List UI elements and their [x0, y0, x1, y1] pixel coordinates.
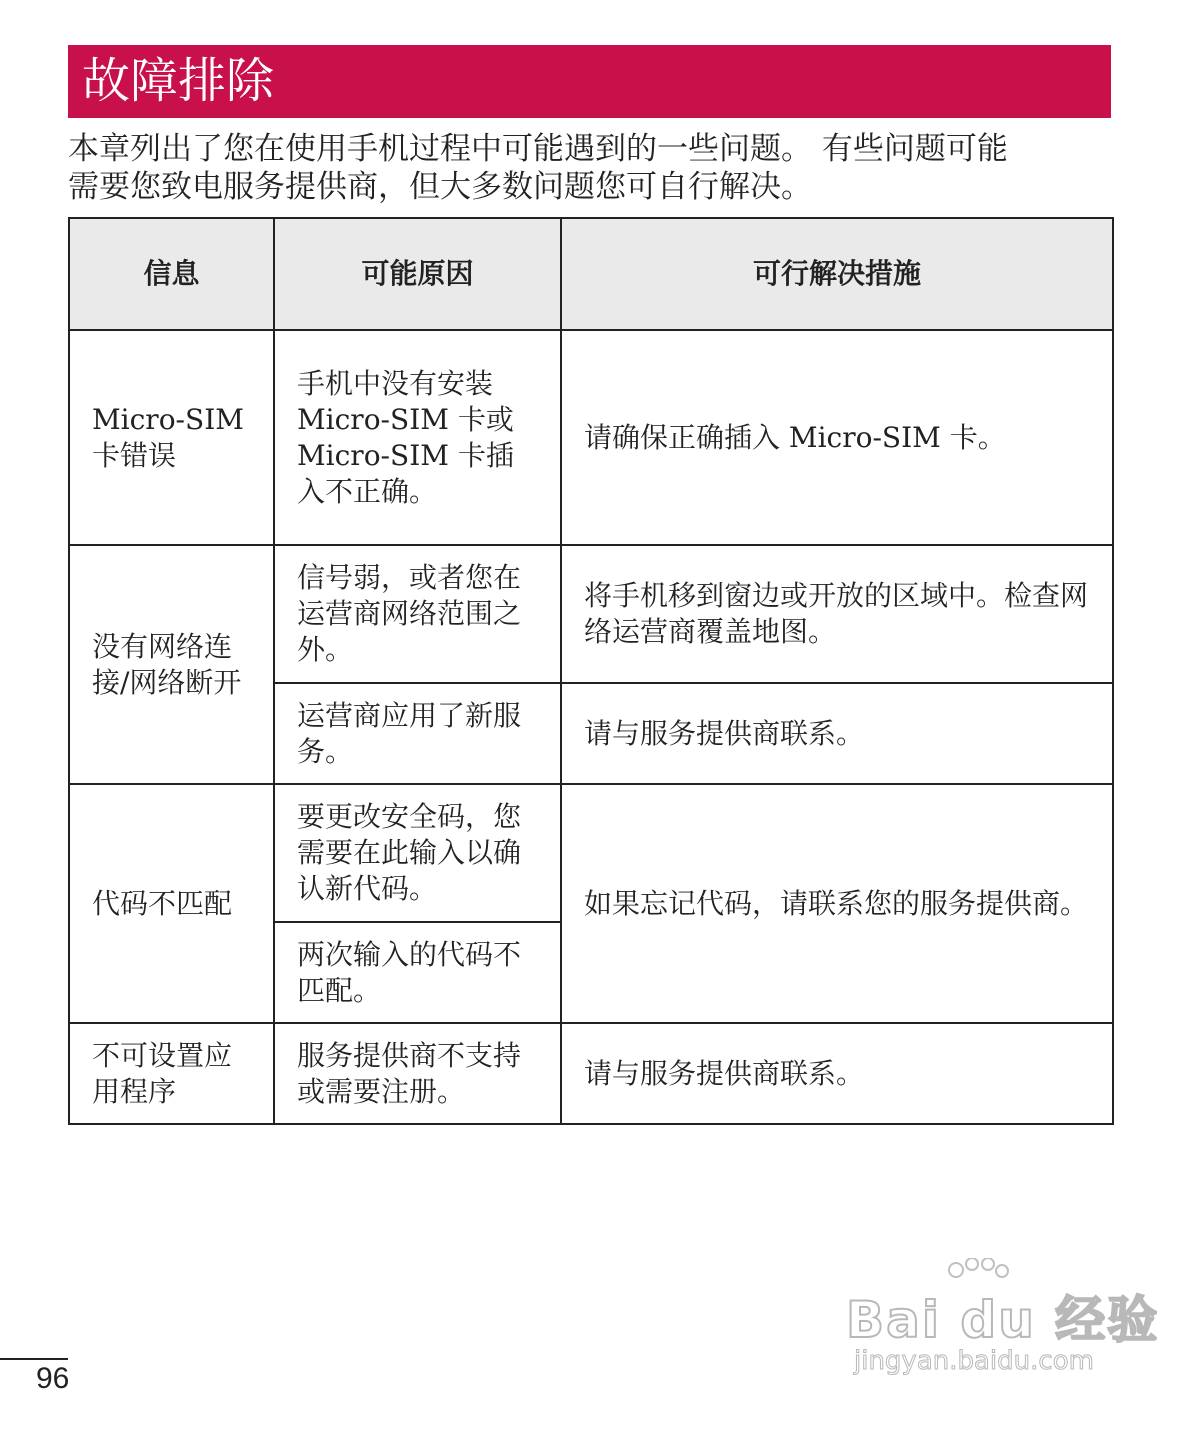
table-header-row: [69, 218, 1113, 330]
intro-line-2: 需要您致电服务提供商，但大多数问题您可自行解决。: [68, 169, 812, 205]
row-message: 代码不匹配: [69, 784, 274, 1023]
table-row: [69, 545, 1113, 683]
row-cause: 运营商应用了新服务。: [274, 683, 561, 784]
intro-paragraph: [68, 130, 1111, 206]
row-solution: 将手机移到窗边或开放的区域中。检查网络运营商覆盖地图。: [561, 545, 1113, 683]
table-row: [69, 784, 1113, 922]
baidu-watermark: [840, 1258, 1160, 1388]
row-solution: 请与服务提供商联系。: [561, 1023, 1113, 1124]
watermark-url: jingyan.baidu.com: [854, 1346, 1094, 1376]
row-solution: 如果忘记代码，请联系您的服务提供商。: [561, 784, 1113, 1023]
troubleshooting-table: [68, 217, 1114, 1125]
row-message: Micro-SIM 卡错误: [69, 330, 274, 545]
row-cause: 手机中没有安装 Micro-SIM 卡或 Micro-SIM 卡插入不正确。: [274, 330, 561, 545]
header-message: 信息: [69, 218, 274, 330]
page-title: 故障排除: [82, 53, 275, 109]
row-message: 不可设置应用程序: [69, 1023, 274, 1124]
row-solution: 请确保正确插入 Micro-SIM 卡。: [561, 330, 1113, 545]
page-number-rule: [0, 1358, 68, 1360]
header-solution: 可行解决措施: [561, 218, 1113, 330]
row-cause: 两次输入的代码不匹配。: [274, 922, 561, 1023]
watermark-brand: Bai du 经验: [846, 1291, 1160, 1349]
row-cause: 要更改安全码，您需要在此输入以确认新代码。: [274, 784, 561, 922]
table-row: [69, 1023, 1113, 1124]
row-message: 没有网络连接/网络断开: [69, 545, 274, 784]
title-bar: [68, 45, 1111, 118]
table-row: [69, 330, 1113, 545]
intro-line-1: 本章列出了您在使用手机过程中可能遇到的一些问题。 有些问题可能: [68, 131, 1008, 167]
row-solution: 请与服务提供商联系。: [561, 683, 1113, 784]
row-cause: 信号弱，或者您在运营商网络范围之外。: [274, 545, 561, 683]
page-number: 96: [36, 1362, 70, 1395]
row-cause: 服务提供商不支持或需要注册。: [274, 1023, 561, 1124]
header-cause: 可能原因: [274, 218, 561, 330]
